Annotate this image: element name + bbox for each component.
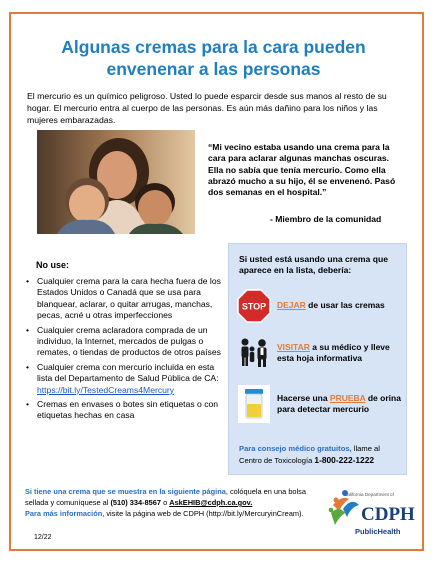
- contact-phone[interactable]: (510) 334-8567: [110, 498, 162, 507]
- svg-text:CDPH: CDPH: [361, 504, 415, 525]
- step-visit: [237, 336, 405, 370]
- list-item: • Cualquier crema para la cara hecha fuera de los Estados Unidos o Canadá que se usa para blanquear, aclarar, o quitar arrugas, manchas, pecas, acné u otras imperfecciones: [24, 276, 222, 322]
- step-test-text: Hacerse una PRUEBA de orina para detectar mercurio: [277, 392, 401, 414]
- intro-paragraph: El mercurio es un químico peligroso. Usted lo puede esparcir desde sus manos al resto de su hogar. El mercurio entra al cuerpo de las personas. Es aún más dañino para los niños y las mujeres embarazadas.: [27, 91, 387, 125]
- step-test: [237, 384, 405, 424]
- stop-sign-icon: [237, 289, 271, 323]
- action-box: [228, 243, 407, 475]
- svg-text:PublicHealth: PublicHealth: [355, 527, 401, 536]
- quote-attribution: - Miembro de la comunidad: [270, 214, 382, 224]
- svg-text:California Department of: California Department of: [344, 492, 394, 497]
- action-box-heading: Si usted está usando una crema que aparece en la lista, debería:: [239, 254, 389, 276]
- list-item: • Cremas en envases o botes sin etiquetas o con etiquetas hechas en casa: [24, 399, 222, 422]
- poison-control-info: Para consejo médico gratuitos, llame al Centro de Toxicología 1-800-222-1222: [239, 444, 380, 465]
- no-use-heading: No use:: [36, 260, 70, 270]
- doctor-visit-icon: [237, 336, 271, 370]
- contact-email-link[interactable]: AskEHIB@cdph.ca.gov.: [169, 498, 253, 507]
- poison-control-phone[interactable]: 1-800-222-1222: [314, 454, 375, 465]
- svg-text:STOP: STOP: [241, 301, 267, 312]
- footer-contact: Si tiene una crema que se muestra en la siguiente página, colóquela en una bolsa sellada y comuníquese al (510) 334-8567 o AskEHIB@cdph.ca.gov. Para más información, visite la página web de CDPH (http://bit.ly/MercuryinCream).: [25, 487, 306, 518]
- step-stop-text: DEJAR de usar las cremas: [277, 300, 385, 311]
- list-item: • Cualquier crema aclaradora comprada de un individuo, la Internet, mercados de pulgas o remates, o tiendas de productos de otros países: [24, 325, 222, 359]
- tested-creams-link[interactable]: https://bit.ly/TestedCreams4Mercury: [37, 384, 175, 395]
- revision-date: 12/22: [34, 534, 52, 541]
- urine-sample-cup-icon: [237, 384, 271, 424]
- no-use-list: [24, 276, 222, 425]
- step-stop: [237, 289, 405, 323]
- list-item: • Cualquier crema con mercurio incluida en esta lista del Departamento de Salud Pública de CA: https://bit.ly/TestedCreams4Mercury: [24, 362, 222, 396]
- testimonial-quote: “Mi vecino estaba usando una crema para la cara para aclarar algunas manchas oscuras. Ella no sabía que tenía mercurio. Como ella abrazó mucho a su hijo, él se envenenó. Pasó dos semanas en el hospital.”: [208, 142, 396, 198]
- cdph-logo: [325, 483, 415, 543]
- title-line-1: Algunas cremas para la cara pueden: [61, 37, 366, 57]
- page-title: [12, 36, 415, 80]
- title-line-2: envenenar a las personas: [106, 59, 321, 79]
- step-visit-text: VISITAR a su médico y lleve esta hoja informativa: [277, 341, 390, 363]
- family-photo: [37, 130, 195, 234]
